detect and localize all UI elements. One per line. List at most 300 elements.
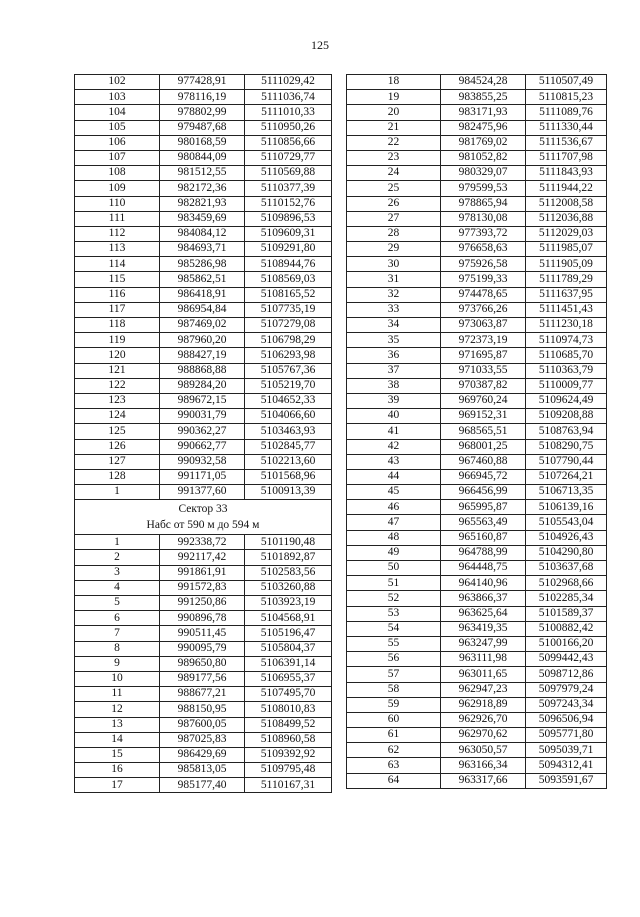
y-coordinate-cell: 5109392,92 <box>245 747 332 762</box>
y-coordinate-cell: 5111536,67 <box>526 135 607 150</box>
point-number-cell: 5 <box>75 596 160 611</box>
y-coordinate-cell: 5109609,31 <box>245 226 332 241</box>
x-coordinate-cell: 965995,87 <box>441 500 526 515</box>
point-number-cell: 121 <box>75 363 160 378</box>
point-number-cell: 21 <box>347 120 441 135</box>
table-row <box>347 226 607 241</box>
x-coordinate-cell: 990362,27 <box>160 424 245 439</box>
y-coordinate-cell: 5111089,76 <box>526 105 607 120</box>
y-coordinate-cell: 5110856,66 <box>245 135 332 150</box>
x-coordinate-cell: 982821,93 <box>160 196 245 211</box>
table-row <box>347 561 607 576</box>
table-row <box>347 424 607 439</box>
table-row <box>75 535 332 550</box>
table-row <box>75 287 332 302</box>
y-coordinate-cell: 5109896,53 <box>245 211 332 226</box>
table-row <box>75 626 332 641</box>
table-row <box>75 424 332 439</box>
table-row <box>75 378 332 393</box>
table-row <box>347 333 607 348</box>
y-coordinate-cell: 5103923,19 <box>245 596 332 611</box>
point-number-cell: 126 <box>75 439 160 454</box>
y-coordinate-cell: 5110569,88 <box>245 166 332 181</box>
point-number-cell: 106 <box>75 135 160 150</box>
y-coordinate-cell: 5111029,42 <box>245 75 332 90</box>
point-number-cell: 42 <box>347 439 441 454</box>
x-coordinate-cell: 968565,51 <box>441 424 526 439</box>
x-coordinate-cell: 987469,02 <box>160 318 245 333</box>
y-coordinate-cell: 5111944,22 <box>526 181 607 196</box>
table-row <box>75 485 332 500</box>
y-coordinate-cell: 5102285,34 <box>526 591 607 606</box>
point-number-cell: 119 <box>75 333 160 348</box>
point-number-cell: 125 <box>75 424 160 439</box>
y-coordinate-cell: 5111637,95 <box>526 287 607 302</box>
y-coordinate-cell: 5094312,41 <box>526 758 607 773</box>
table-row <box>347 667 607 682</box>
point-number-cell: 1 <box>75 485 160 500</box>
table-row <box>75 439 332 454</box>
x-coordinate-cell: 980329,07 <box>441 166 526 181</box>
y-coordinate-cell: 5111330,44 <box>526 120 607 135</box>
x-coordinate-cell: 990662,77 <box>160 439 245 454</box>
x-coordinate-cell: 962926,70 <box>441 712 526 727</box>
point-number-cell: 15 <box>75 747 160 762</box>
x-coordinate-cell: 974478,65 <box>441 287 526 302</box>
table-row <box>75 641 332 656</box>
point-number-cell: 61 <box>347 728 441 743</box>
y-coordinate-cell: 5103637,68 <box>526 561 607 576</box>
point-number-cell: 58 <box>347 682 441 697</box>
x-coordinate-cell: 962947,23 <box>441 682 526 697</box>
point-number-cell: 28 <box>347 226 441 241</box>
point-number-cell: 117 <box>75 302 160 317</box>
point-number-cell: 17 <box>75 778 160 793</box>
x-coordinate-cell: 985862,51 <box>160 272 245 287</box>
x-coordinate-cell: 963011,65 <box>441 667 526 682</box>
table-row <box>347 454 607 469</box>
x-coordinate-cell: 966945,72 <box>441 469 526 484</box>
point-number-cell: 124 <box>75 409 160 424</box>
point-number-cell: 56 <box>347 652 441 667</box>
y-coordinate-cell: 5108010,83 <box>245 702 332 717</box>
point-number-cell: 108 <box>75 166 160 181</box>
table-row <box>347 318 607 333</box>
point-number-cell: 26 <box>347 196 441 211</box>
point-number-cell: 10 <box>75 671 160 686</box>
table-row <box>347 621 607 636</box>
y-coordinate-cell: 5109208,88 <box>526 409 607 424</box>
table-row <box>347 393 607 408</box>
point-number-cell: 53 <box>347 606 441 621</box>
y-coordinate-cell: 5110377,39 <box>245 181 332 196</box>
y-coordinate-cell: 5101589,37 <box>526 606 607 621</box>
table-row <box>75 550 332 565</box>
x-coordinate-cell: 991861,91 <box>160 565 245 580</box>
point-number-cell: 46 <box>347 500 441 515</box>
y-coordinate-cell: 5111843,93 <box>526 166 607 181</box>
table-row <box>75 166 332 181</box>
y-coordinate-cell: 5110685,70 <box>526 348 607 363</box>
x-coordinate-cell: 978802,99 <box>160 105 245 120</box>
y-coordinate-cell: 5110729,77 <box>245 150 332 165</box>
point-number-cell: 109 <box>75 181 160 196</box>
x-coordinate-cell: 977428,91 <box>160 75 245 90</box>
table-row <box>347 257 607 272</box>
table-row <box>347 409 607 424</box>
point-number-cell: 64 <box>347 773 441 788</box>
y-coordinate-cell: 5107264,21 <box>526 469 607 484</box>
y-coordinate-cell: 5111230,18 <box>526 318 607 333</box>
table-row <box>347 120 607 135</box>
left-coordinate-table <box>74 74 332 793</box>
table-row <box>347 105 607 120</box>
sector-subtitle: Набс от 590 м до 594 м <box>146 519 260 532</box>
y-coordinate-cell: 5112008,58 <box>526 196 607 211</box>
x-coordinate-cell: 979487,68 <box>160 120 245 135</box>
x-coordinate-cell: 988427,19 <box>160 348 245 363</box>
point-number-cell: 118 <box>75 318 160 333</box>
table-row <box>75 687 332 702</box>
table-row <box>75 120 332 135</box>
point-number-cell: 36 <box>347 348 441 363</box>
y-coordinate-cell: 5102583,56 <box>245 565 332 580</box>
y-coordinate-cell: 5108569,03 <box>245 272 332 287</box>
y-coordinate-cell: 5111036,74 <box>245 90 332 105</box>
y-coordinate-cell: 5112029,03 <box>526 226 607 241</box>
x-coordinate-cell: 987025,83 <box>160 732 245 747</box>
x-coordinate-cell: 963166,34 <box>441 758 526 773</box>
point-number-cell: 12 <box>75 702 160 717</box>
y-coordinate-cell: 5110009,77 <box>526 378 607 393</box>
x-coordinate-cell: 992338,72 <box>160 535 245 550</box>
y-coordinate-cell: 5106713,35 <box>526 485 607 500</box>
y-coordinate-cell: 5095771,80 <box>526 728 607 743</box>
point-number-cell: 104 <box>75 105 160 120</box>
y-coordinate-cell: 5103260,88 <box>245 580 332 595</box>
point-number-cell: 14 <box>75 732 160 747</box>
point-number-cell: 11 <box>75 687 160 702</box>
x-coordinate-cell: 969760,24 <box>441 393 526 408</box>
y-coordinate-cell: 5111905,09 <box>526 257 607 272</box>
x-coordinate-cell: 964448,75 <box>441 561 526 576</box>
y-coordinate-cell: 5101568,96 <box>245 469 332 484</box>
x-coordinate-cell: 990896,78 <box>160 611 245 626</box>
point-number-cell: 41 <box>347 424 441 439</box>
x-coordinate-cell: 962970,62 <box>441 728 526 743</box>
x-coordinate-cell: 984084,12 <box>160 226 245 241</box>
y-coordinate-cell: 5098712,86 <box>526 667 607 682</box>
y-coordinate-cell: 5096506,94 <box>526 712 607 727</box>
x-coordinate-cell: 963247,99 <box>441 636 526 651</box>
point-number-cell: 40 <box>347 409 441 424</box>
x-coordinate-cell: 980844,09 <box>160 150 245 165</box>
point-number-cell: 22 <box>347 135 441 150</box>
y-coordinate-cell: 5107790,44 <box>526 454 607 469</box>
y-coordinate-cell: 5099442,43 <box>526 652 607 667</box>
x-coordinate-cell: 969152,31 <box>441 409 526 424</box>
y-coordinate-cell: 5110974,73 <box>526 333 607 348</box>
y-coordinate-cell: 5110950,26 <box>245 120 332 135</box>
y-coordinate-cell: 5112036,88 <box>526 211 607 226</box>
x-coordinate-cell: 983459,69 <box>160 211 245 226</box>
x-coordinate-cell: 992117,42 <box>160 550 245 565</box>
point-number-cell: 20 <box>347 105 441 120</box>
x-coordinate-cell: 989284,20 <box>160 378 245 393</box>
y-coordinate-cell: 5105196,47 <box>245 626 332 641</box>
table-row <box>75 778 332 793</box>
y-coordinate-cell: 5100166,20 <box>526 636 607 651</box>
y-coordinate-cell: 5105219,70 <box>245 378 332 393</box>
table-row <box>347 150 607 165</box>
table-row <box>75 333 332 348</box>
point-number-cell: 13 <box>75 717 160 732</box>
table-row <box>75 732 332 747</box>
x-coordinate-cell: 978865,94 <box>441 196 526 211</box>
table-row <box>347 90 607 105</box>
table-row <box>347 712 607 727</box>
x-coordinate-cell: 976658,63 <box>441 242 526 257</box>
x-coordinate-cell: 978116,19 <box>160 90 245 105</box>
x-coordinate-cell: 981052,82 <box>441 150 526 165</box>
x-coordinate-cell: 964140,96 <box>441 576 526 591</box>
point-number-cell: 123 <box>75 393 160 408</box>
x-coordinate-cell: 989177,56 <box>160 671 245 686</box>
y-coordinate-cell: 5111451,43 <box>526 302 607 317</box>
point-number-cell: 45 <box>347 485 441 500</box>
point-number-cell: 63 <box>347 758 441 773</box>
table-row <box>75 226 332 241</box>
table-row <box>347 743 607 758</box>
point-number-cell: 30 <box>347 257 441 272</box>
point-number-cell: 116 <box>75 287 160 302</box>
x-coordinate-cell: 963317,66 <box>441 773 526 788</box>
y-coordinate-cell: 5108960,58 <box>245 732 332 747</box>
y-coordinate-cell: 5101892,87 <box>245 550 332 565</box>
x-coordinate-cell: 977393,72 <box>441 226 526 241</box>
table-row <box>347 196 607 211</box>
point-number-cell: 54 <box>347 621 441 636</box>
table-row <box>75 272 332 287</box>
table-row <box>75 211 332 226</box>
y-coordinate-cell: 5105543,04 <box>526 515 607 530</box>
y-coordinate-cell: 5106139,16 <box>526 500 607 515</box>
table-row <box>347 530 607 545</box>
y-coordinate-cell: 5108499,52 <box>245 717 332 732</box>
x-coordinate-cell: 985177,40 <box>160 778 245 793</box>
point-number-cell: 128 <box>75 469 160 484</box>
point-number-cell: 52 <box>347 591 441 606</box>
table-row <box>75 181 332 196</box>
point-number-cell: 55 <box>347 636 441 651</box>
point-number-cell: 50 <box>347 561 441 576</box>
table-row <box>347 485 607 500</box>
x-coordinate-cell: 984524,28 <box>441 75 526 90</box>
x-coordinate-cell: 971033,55 <box>441 363 526 378</box>
x-coordinate-cell: 979599,53 <box>441 181 526 196</box>
table-row <box>75 302 332 317</box>
point-number-cell: 48 <box>347 530 441 545</box>
point-number-cell: 62 <box>347 743 441 758</box>
table-row <box>347 697 607 712</box>
y-coordinate-cell: 5104568,91 <box>245 611 332 626</box>
table-row <box>75 763 332 778</box>
table-row <box>347 606 607 621</box>
table-row <box>75 747 332 762</box>
point-number-cell: 4 <box>75 580 160 595</box>
y-coordinate-cell: 5101190,48 <box>245 535 332 550</box>
x-coordinate-cell: 985286,98 <box>160 257 245 272</box>
table-row <box>75 565 332 580</box>
x-coordinate-cell: 990031,79 <box>160 409 245 424</box>
table-row <box>347 181 607 196</box>
x-coordinate-cell: 990095,79 <box>160 641 245 656</box>
x-coordinate-cell: 986418,91 <box>160 287 245 302</box>
point-number-cell: 113 <box>75 242 160 257</box>
y-coordinate-cell: 5110363,79 <box>526 363 607 378</box>
table-row <box>75 242 332 257</box>
x-coordinate-cell: 965160,87 <box>441 530 526 545</box>
x-coordinate-cell: 991250,86 <box>160 596 245 611</box>
y-coordinate-cell: 5104926,43 <box>526 530 607 545</box>
point-number-cell: 23 <box>347 150 441 165</box>
table-row <box>75 454 332 469</box>
table-row <box>347 378 607 393</box>
point-number-cell: 19 <box>347 90 441 105</box>
y-coordinate-cell: 5097979,24 <box>526 682 607 697</box>
table-row <box>347 287 607 302</box>
table-row <box>75 671 332 686</box>
x-coordinate-cell: 982475,96 <box>441 120 526 135</box>
table-row <box>75 150 332 165</box>
point-number-cell: 112 <box>75 226 160 241</box>
table-row <box>75 656 332 671</box>
table-row <box>347 591 607 606</box>
x-coordinate-cell: 963111,98 <box>441 652 526 667</box>
table-row <box>347 242 607 257</box>
y-coordinate-cell: 5108290,75 <box>526 439 607 454</box>
x-coordinate-cell: 978130,08 <box>441 211 526 226</box>
table-row <box>347 439 607 454</box>
y-coordinate-cell: 5104066,60 <box>245 409 332 424</box>
y-coordinate-cell: 5109795,48 <box>245 763 332 778</box>
y-coordinate-cell: 5106293,98 <box>245 348 332 363</box>
page-number: 125 <box>311 38 329 52</box>
point-number-cell: 25 <box>347 181 441 196</box>
table-row <box>75 90 332 105</box>
table-row <box>347 500 607 515</box>
y-coordinate-cell: 5110507,49 <box>526 75 607 90</box>
table-row <box>75 318 332 333</box>
table-row <box>347 728 607 743</box>
y-coordinate-cell: 5104652,33 <box>245 393 332 408</box>
table-row <box>347 363 607 378</box>
y-coordinate-cell: 5093591,67 <box>526 773 607 788</box>
point-number-cell: 32 <box>347 287 441 302</box>
x-coordinate-cell: 972373,19 <box>441 333 526 348</box>
table-row <box>347 135 607 150</box>
point-number-cell: 59 <box>347 697 441 712</box>
point-number-cell: 2 <box>75 550 160 565</box>
sector-title: Сектор 33 <box>178 503 228 516</box>
point-number-cell: 107 <box>75 150 160 165</box>
point-number-cell: 37 <box>347 363 441 378</box>
point-number-cell: 29 <box>347 242 441 257</box>
y-coordinate-cell: 5110815,23 <box>526 90 607 105</box>
point-number-cell: 7 <box>75 626 160 641</box>
table-row <box>75 393 332 408</box>
point-number-cell: 43 <box>347 454 441 469</box>
x-coordinate-cell: 983171,93 <box>441 105 526 120</box>
y-coordinate-cell: 5107279,08 <box>245 318 332 333</box>
point-number-cell: 38 <box>347 378 441 393</box>
x-coordinate-cell: 971695,87 <box>441 348 526 363</box>
point-number-cell: 127 <box>75 454 160 469</box>
y-coordinate-cell: 5102968,66 <box>526 576 607 591</box>
x-coordinate-cell: 982172,36 <box>160 181 245 196</box>
x-coordinate-cell: 975926,58 <box>441 257 526 272</box>
table-row <box>75 409 332 424</box>
right-table-rows <box>347 75 607 789</box>
y-coordinate-cell: 5102845,77 <box>245 439 332 454</box>
y-coordinate-cell: 5100913,39 <box>245 485 332 500</box>
point-number-cell: 34 <box>347 318 441 333</box>
x-coordinate-cell: 965563,49 <box>441 515 526 530</box>
x-coordinate-cell: 973766,26 <box>441 302 526 317</box>
x-coordinate-cell: 975199,33 <box>441 272 526 287</box>
y-coordinate-cell: 5111985,07 <box>526 242 607 257</box>
x-coordinate-cell: 988868,88 <box>160 363 245 378</box>
x-coordinate-cell: 970387,82 <box>441 378 526 393</box>
y-coordinate-cell: 5105804,37 <box>245 641 332 656</box>
x-coordinate-cell: 989650,80 <box>160 656 245 671</box>
y-coordinate-cell: 5106798,29 <box>245 333 332 348</box>
x-coordinate-cell: 963625,64 <box>441 606 526 621</box>
y-coordinate-cell: 5107735,19 <box>245 302 332 317</box>
x-coordinate-cell: 985813,05 <box>160 763 245 778</box>
x-coordinate-cell: 986954,84 <box>160 302 245 317</box>
y-coordinate-cell: 5111010,33 <box>245 105 332 120</box>
point-number-cell: 51 <box>347 576 441 591</box>
x-coordinate-cell: 989672,15 <box>160 393 245 408</box>
point-number-cell: 6 <box>75 611 160 626</box>
point-number-cell: 44 <box>347 469 441 484</box>
x-coordinate-cell: 967460,88 <box>441 454 526 469</box>
table-row <box>75 580 332 595</box>
y-coordinate-cell: 5109624,49 <box>526 393 607 408</box>
point-number-cell: 35 <box>347 333 441 348</box>
table-row <box>347 75 607 90</box>
point-number-cell: 9 <box>75 656 160 671</box>
table-row <box>347 166 607 181</box>
point-number-cell: 1 <box>75 535 160 550</box>
table-row <box>75 196 332 211</box>
x-coordinate-cell: 963050,57 <box>441 743 526 758</box>
x-coordinate-cell: 966456,99 <box>441 485 526 500</box>
point-number-cell: 57 <box>347 667 441 682</box>
table-row <box>75 363 332 378</box>
y-coordinate-cell: 5103463,93 <box>245 424 332 439</box>
point-number-cell: 18 <box>347 75 441 90</box>
table-row <box>75 611 332 626</box>
point-number-cell: 105 <box>75 120 160 135</box>
x-coordinate-cell: 991171,05 <box>160 469 245 484</box>
y-coordinate-cell: 5111707,98 <box>526 150 607 165</box>
point-number-cell: 60 <box>347 712 441 727</box>
table-row <box>347 348 607 363</box>
table-row <box>75 105 332 120</box>
right-coordinate-table <box>346 74 607 789</box>
